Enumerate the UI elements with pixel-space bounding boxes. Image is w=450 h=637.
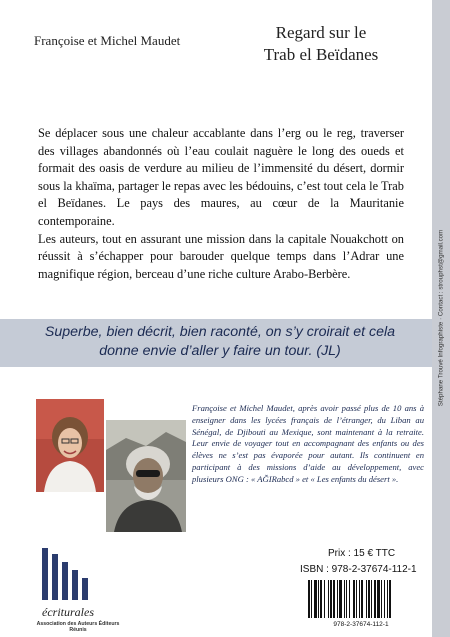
book-title xyxy=(236,22,406,66)
price-label: Prix : 15 € TTC xyxy=(328,548,396,559)
barcode-bar xyxy=(339,580,342,618)
barcode-bars xyxy=(302,578,420,620)
spine-credit: Stéphane Trouvé Infographiste · Contact : strouphst@gmail.com xyxy=(437,229,445,407)
barcode-digits: 978-2-37674-112-1 xyxy=(333,621,389,628)
barcode-bar xyxy=(361,580,363,618)
barcode-bar xyxy=(314,580,317,618)
barcode-bar xyxy=(359,580,360,618)
barcode-bar xyxy=(349,580,350,618)
authors-name: Françoise et Michel Maudet xyxy=(34,33,181,48)
barcode-bar xyxy=(318,580,319,618)
barcode-bar xyxy=(387,580,388,618)
review-quote: Superbe, bien décrit, bien raconté, on s’y croirait et cela donne envie d’aller y faire un tour. (JL) xyxy=(44,324,396,359)
barcode-bar xyxy=(366,580,367,618)
barcode-bar xyxy=(330,580,332,618)
barcode-bar xyxy=(344,580,345,618)
title-line-2: Trab el Beïdanes xyxy=(263,45,379,64)
isbn-label: ISBN : 978-2-37674-112-1 xyxy=(300,564,417,575)
barcode-bar xyxy=(384,580,385,618)
author-photo-woman xyxy=(36,399,104,492)
barcode-bar xyxy=(337,580,338,618)
barcode-bar xyxy=(333,580,335,618)
publisher-name: écriturales xyxy=(42,605,94,619)
publisher-subtitle: Association des Auteurs Éditeurs Réunis xyxy=(36,621,120,633)
barcode-bar xyxy=(308,580,310,618)
barcode-bar xyxy=(320,580,322,618)
portrait-woman-image xyxy=(36,399,104,492)
barcode-bar xyxy=(371,580,372,618)
authors-bio: Françoise et Michel Maudet, après avoir passé plus de 10 ans à enseigner dans les lycées français de l’étranger, du Liban au Sénégal, de Djibouti au Mexique, sont maintenant à la retraite. Leur envie de voyager tout en accompagnant des enfants ou des élèves ne s’est pas évaporée pour autant. Ils continuent en participant à des missions d’aide au développement, avec plusieurs ONG : « AĞIRabcd » et « Les enfants du désert ». xyxy=(192,403,424,484)
portrait-man-image xyxy=(106,420,186,532)
barcode-bar xyxy=(389,580,391,618)
summary-paragraph-1: Se déplacer sous une chaleur accablante dans l’erg ou le reg, traverser des villages abandonnés où l’eau coulait naguère le long des oueds et formait des oasis de verdure au milieu de l’immensité du désert, dormir sous la khaïma, partager le repas avec les bédouins, c’est tout cela le Trab el Beïdanes. Le pays des maures, au cœur de la Mauritanie contemporaine. xyxy=(38,126,404,228)
barcode-bar xyxy=(353,580,355,618)
barcode-bar xyxy=(328,580,329,618)
author-photo-man xyxy=(106,420,186,532)
barcode-bar xyxy=(346,580,347,618)
barcode-bar xyxy=(324,580,325,618)
title-line-1: Regard sur le xyxy=(275,23,367,42)
summary-text xyxy=(38,125,404,283)
barcode-bar xyxy=(377,580,380,618)
barcode-bar xyxy=(381,580,382,618)
barcode-bar xyxy=(356,580,357,618)
barcode-bar xyxy=(374,580,376,618)
barcode-bar xyxy=(368,580,370,618)
barcode-bar xyxy=(311,580,312,618)
summary-paragraph-2: Les auteurs, tout en assurant une mission dans la capitale Nouakchott on réussit à s’échapper pour barouder quelque temps dans l’Adrar une magnifique région, berceau d’une riche culture Arabo-Berbère. xyxy=(38,231,404,281)
